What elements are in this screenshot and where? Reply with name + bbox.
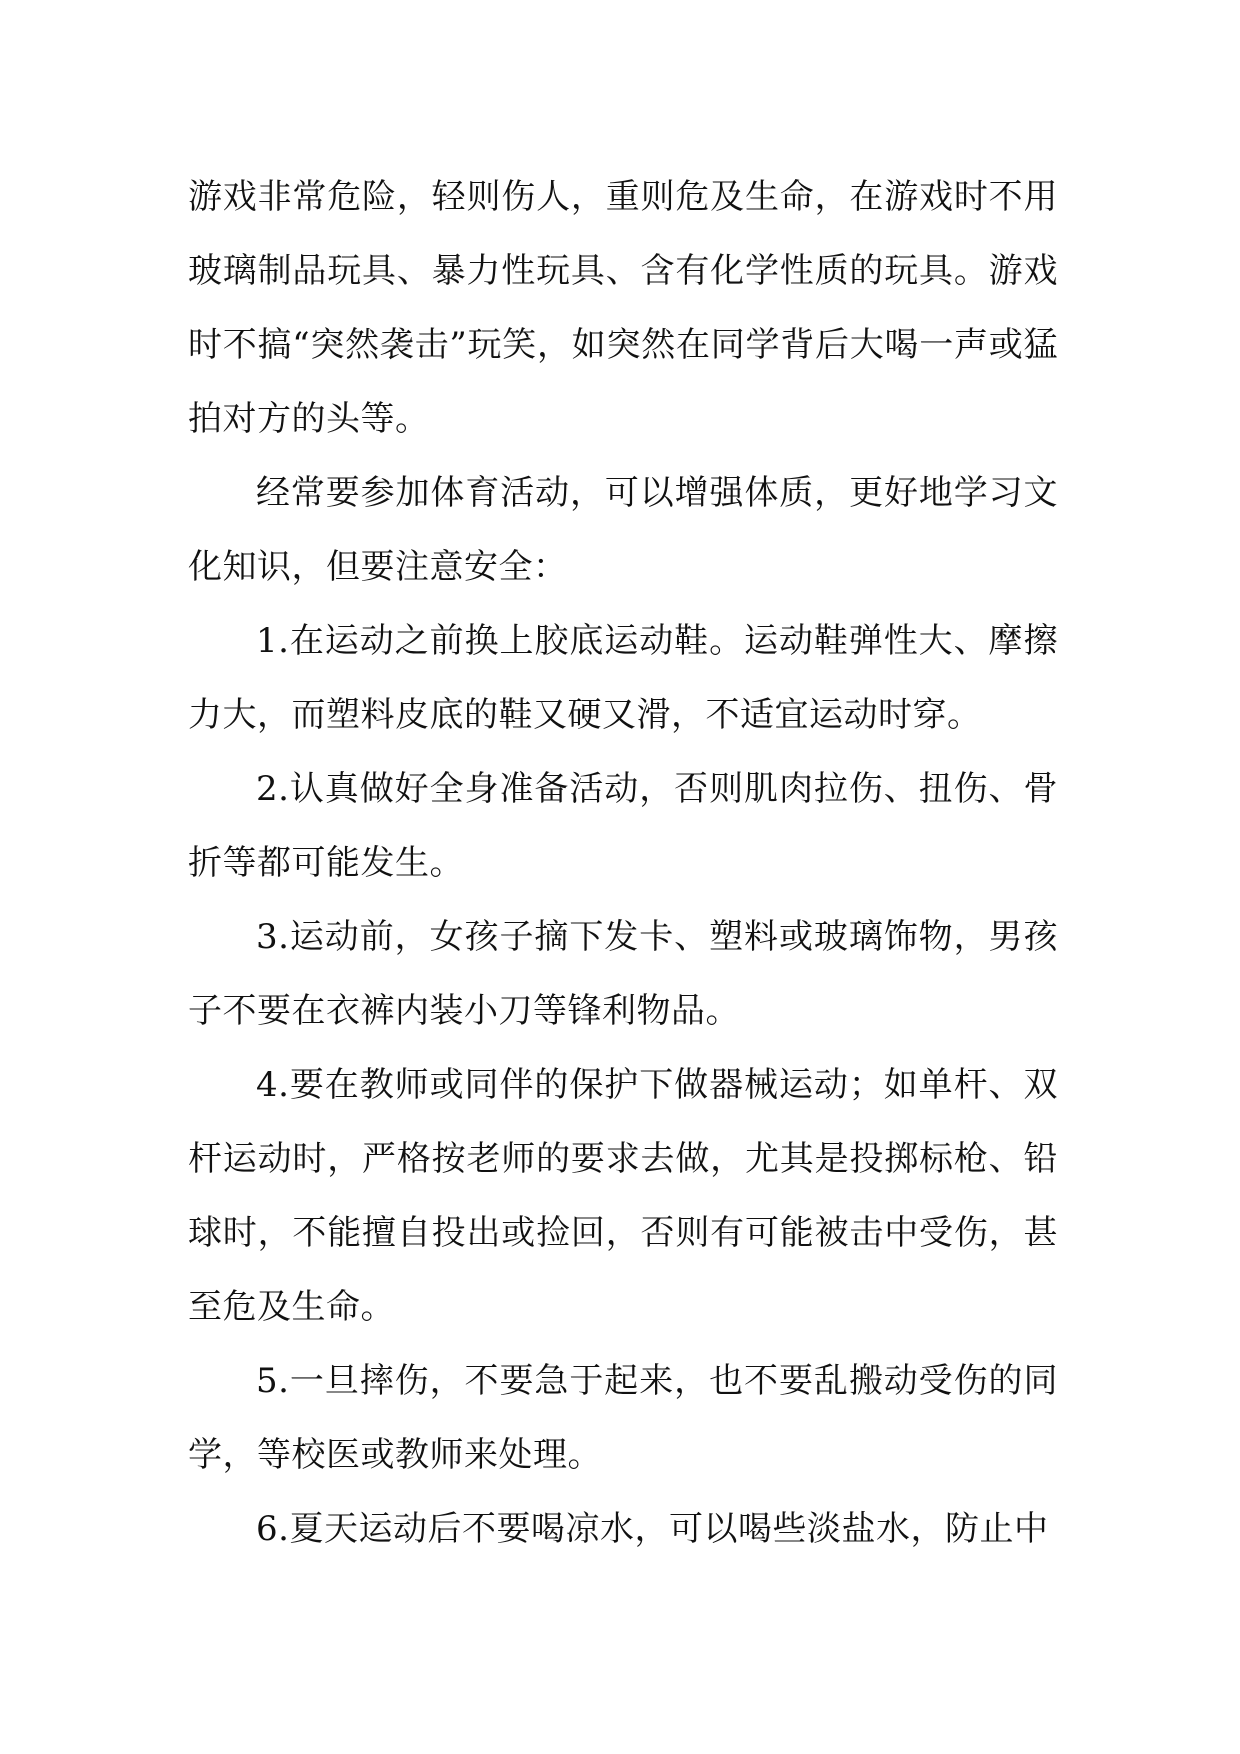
list-item-2: 2.认真做好全身准备活动，否则肌肉拉伤、扭伤、骨折等都可能发生。 — [188, 769, 1058, 883]
paragraph-sports-intro: 经常要参加体育活动，可以增强体质，更好地学习文化知识，但要注意安全： — [188, 473, 1058, 587]
list-item-1: 1.在运动之前换上胶底运动鞋。运动鞋弹性大、摩擦力大，而塑料皮底的鞋又硬又滑，不适宜运动时穿。 — [188, 621, 1058, 735]
list-item-3: 3.运动前，女孩子摘下发卡、塑料或玻璃饰物，男孩子不要在衣裤内装小刀等锋利物品。 — [188, 917, 1058, 1031]
list-item-6: 6.夏天运动后不要喝凉水，可以喝些淡盐水，防止中 — [256, 1509, 1049, 1549]
list-item-4: 4.要在教师或同伴的保护下做器械运动；如单杆、双杆运动时，严格按老师的要求去做，尤其是投掷标枪、铅球时，不能擅自投出或捡回，否则有可能被击中受伤，甚至危及生命。 — [188, 1065, 1058, 1327]
document-body — [188, 160, 1058, 1566]
paragraph-game-safety: 游戏非常危险，轻则伤人，重则危及生命，在游戏时不用玻璃制品玩具、暴力性玩具、含有化学性质的玩具。游戏时不搞“突然袭击”玩笑，如突然在同学背后大喝一声或猛拍对方的头等。 — [188, 177, 1058, 439]
list-item-5: 5.一旦摔伤，不要急于起来，也不要乱搬动受伤的同学，等校医或教师来处理。 — [188, 1361, 1058, 1475]
